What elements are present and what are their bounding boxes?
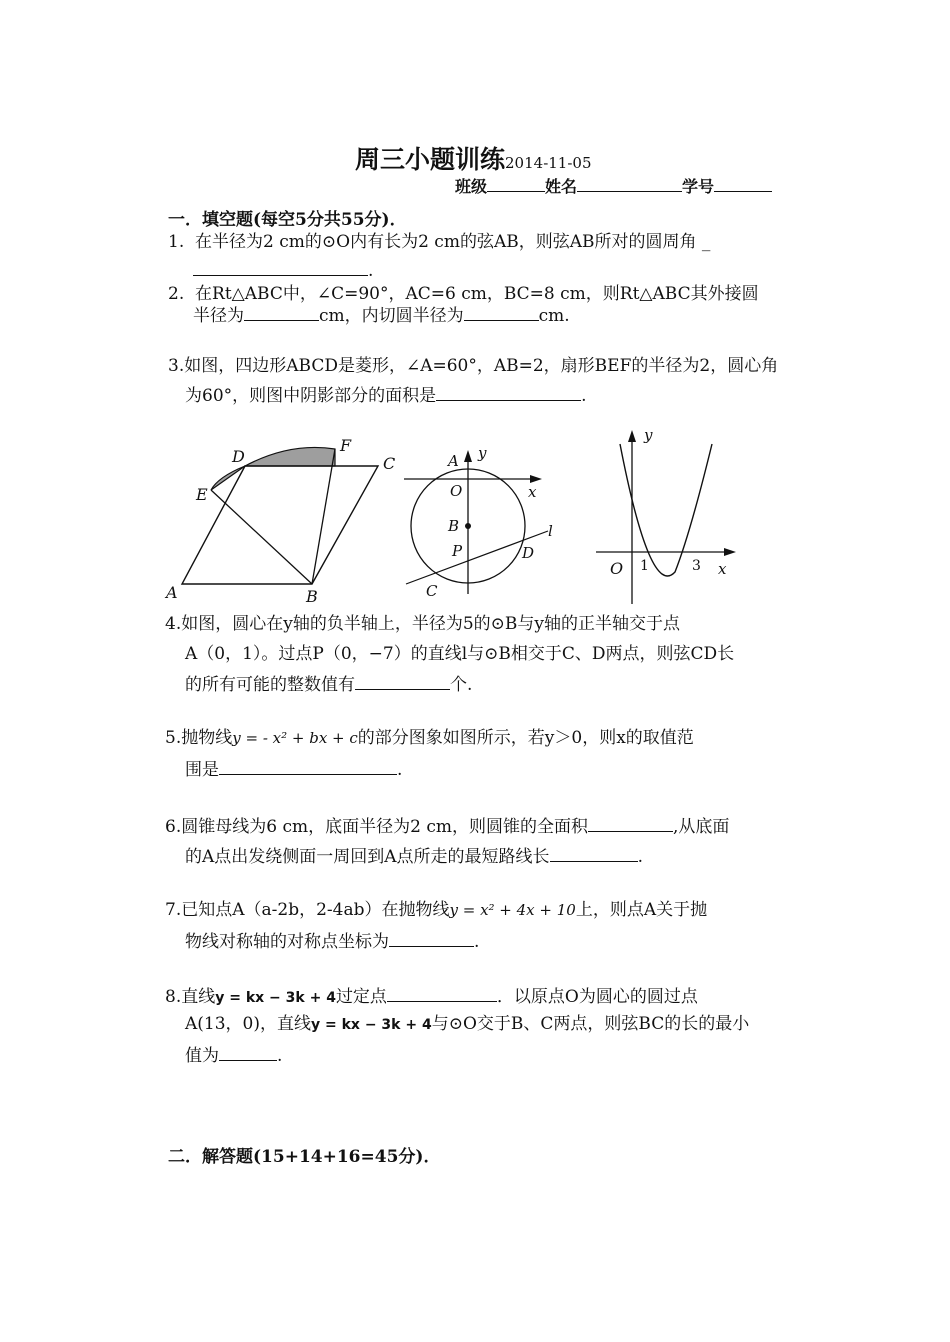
y-axis-arrow [628,430,636,442]
q4-number: 4. [165,614,182,634]
q8-formula-2: y = kx − 3k + 4 [311,1017,432,1033]
q8-number: 8. [165,987,182,1007]
q5-line2 [185,758,402,780]
q2-text4: cm. [538,306,570,326]
q5-text3: 围是 [185,760,219,780]
q6-text3: 的A点出发绕侧面一周回到A点所走的最短路线长 [185,847,550,867]
label-D: D [522,544,535,562]
q8-text5: 与⊙O交于B、C两点，则弦BC的长的最小 [431,1014,750,1034]
q4-text2: A（0，1）。过点P（0，−7）的直线l与⊙B相交于C、D两点，则弦CD长 [185,644,735,664]
q3-end: . [581,386,587,406]
student-info-line [455,174,772,197]
q1-answer-blank[interactable] [193,259,368,276]
q2-text3: cm，内切圆半径为 [319,306,464,326]
label-A: A [166,583,178,602]
label-O: O [450,482,463,500]
q5-line1 [165,728,694,748]
q7-line1 [165,900,707,920]
rhombus-figure [160,432,400,607]
name-blank[interactable] [577,175,682,192]
q2-text: 在Rt△ABC中，∠C=90°，AC=6 cm，BC=8 cm，则Rt△ABC其外接圆 [195,284,759,304]
q5-number: 5. [165,728,182,748]
q8-line2 [185,1014,749,1035]
q3-number: 3. [168,356,185,376]
label-B: B [448,517,460,535]
q4-line2 [185,644,734,664]
q1-end: . [368,261,374,281]
q7-number: 7. [165,900,182,920]
q8-text3: ．以原点O为圆心的圆过点 [496,987,698,1007]
q2-blank-2[interactable] [464,304,539,321]
q8-text4: A(13，0)，直线 [185,1014,311,1034]
q4-text3: 的所有可能的整数值有 [185,675,355,695]
q7-answer-blank[interactable] [389,930,474,947]
q6-line1 [165,815,729,837]
q2-number: 2. [168,284,185,304]
q5-text2: 的部分图象如图所示，若y＞0，则x的取值范 [357,728,694,748]
q7-text3: 物线对称轴的对称点坐标为 [185,932,389,952]
q8-blank-2[interactable] [219,1044,277,1061]
label-A: A [448,452,459,470]
label-O: O [610,559,624,578]
q6-line2 [185,845,643,867]
x-axis-arrow [530,475,542,483]
q7-formula: y = x² + 4x + 10 [449,901,576,919]
q6-blank-1[interactable] [588,815,673,832]
rhombus [182,466,378,584]
q2-text2: 半径为 [193,306,244,326]
parabola-curve [620,444,712,576]
q3-answer-blank[interactable] [436,384,581,401]
label-P: P [452,542,463,560]
shaded-segment-top [245,447,335,466]
q8-line3 [185,1044,282,1066]
q6-blank-2[interactable] [550,845,638,862]
q8-blank-1[interactable] [387,985,497,1002]
segment-BE [211,490,312,584]
q4-end: 个. [450,675,473,695]
q5-text: 抛物线 [181,728,233,748]
label-C: C [426,582,438,600]
q6-text2: ,从底面 [672,817,730,837]
q5-formula: y = - x² + bx + c [232,729,358,747]
q3-line1 [168,356,778,376]
q4-text: 如图，圆心在y轴的负半轴上，半径为5的⊙B与y轴的正半轴交于点 [181,614,680,634]
q6-end: . [637,847,643,867]
q8-end: . [277,1046,283,1066]
id-label: 学号 [682,177,715,196]
q8-text2: 过定点 [335,987,387,1007]
section1-heading: 一．填空题(每空5分共55分)． [168,210,407,230]
q4-line3 [185,673,472,695]
point-B [465,523,471,529]
label-B: B [306,587,318,606]
q2-blank-1[interactable] [244,304,319,321]
q7-text2: 上，则点A关于抛 [575,900,708,920]
label-x: x [528,483,537,501]
q8-text6: 值为 [185,1046,219,1066]
q3-text2: 为60°，则图中阴影部分的面积是 [185,386,437,406]
q8-text: 直线 [181,987,216,1007]
q6-number: 6. [165,817,182,837]
q1-line1 [168,232,710,252]
label-3: 3 [692,558,701,574]
q8-formula-1: y = kx − 3k + 4 [215,990,336,1006]
class-blank[interactable] [487,175,545,192]
class-label: 班级 [455,177,488,196]
name-label: 姓名 [545,177,578,196]
q7-line2 [185,930,479,952]
page-title [355,140,592,176]
q2-line1 [168,284,759,304]
q6-text: 圆锥母线为6 cm，底面半径为2 cm，则圆锥的全面积 [181,817,588,837]
label-1: 1 [640,558,649,574]
q3-text: 如图，四边形ABCD是菱形，∠A=60°，AB=2，扇形BEF的半径为2，圆心角 [184,356,779,376]
circle-figure [398,444,568,604]
q5-answer-blank[interactable] [219,758,397,775]
label-E: E [196,485,208,504]
y-axis-arrow [464,450,472,462]
q1-number: 1. [168,232,185,252]
title-text: 周三小题训练 [355,145,506,174]
label-C: C [383,454,396,473]
q1-line2 [193,259,373,281]
title-date: 2014-11-05 [505,154,592,172]
x-axis-arrow [724,548,736,556]
id-blank[interactable] [714,175,772,192]
q7-text: 已知点A（a-2b，2-4ab）在抛物线 [181,900,450,920]
label-F: F [340,436,352,455]
q5-end: . [397,760,403,780]
q1-text: 在半径为2 cm的⊙O内有长为2 cm的弦AB，则弦AB所对的圆周角 _ [195,232,711,252]
parabola-figure [590,424,750,609]
q4-answer-blank[interactable] [355,673,450,690]
label-D: D [232,447,245,466]
label-y: y [644,426,653,444]
q4-line1 [165,614,680,634]
section2-heading: 二．解答题(15+14+16=45分)． [168,1147,441,1167]
label-y: y [478,444,487,462]
shaded-segment-left [211,466,245,490]
q7-end: . [474,932,480,952]
label-x: x [718,560,727,578]
q2-line2 [193,304,570,326]
q3-line2 [185,384,587,406]
label-l: l [548,522,553,540]
q8-line1 [165,985,698,1008]
